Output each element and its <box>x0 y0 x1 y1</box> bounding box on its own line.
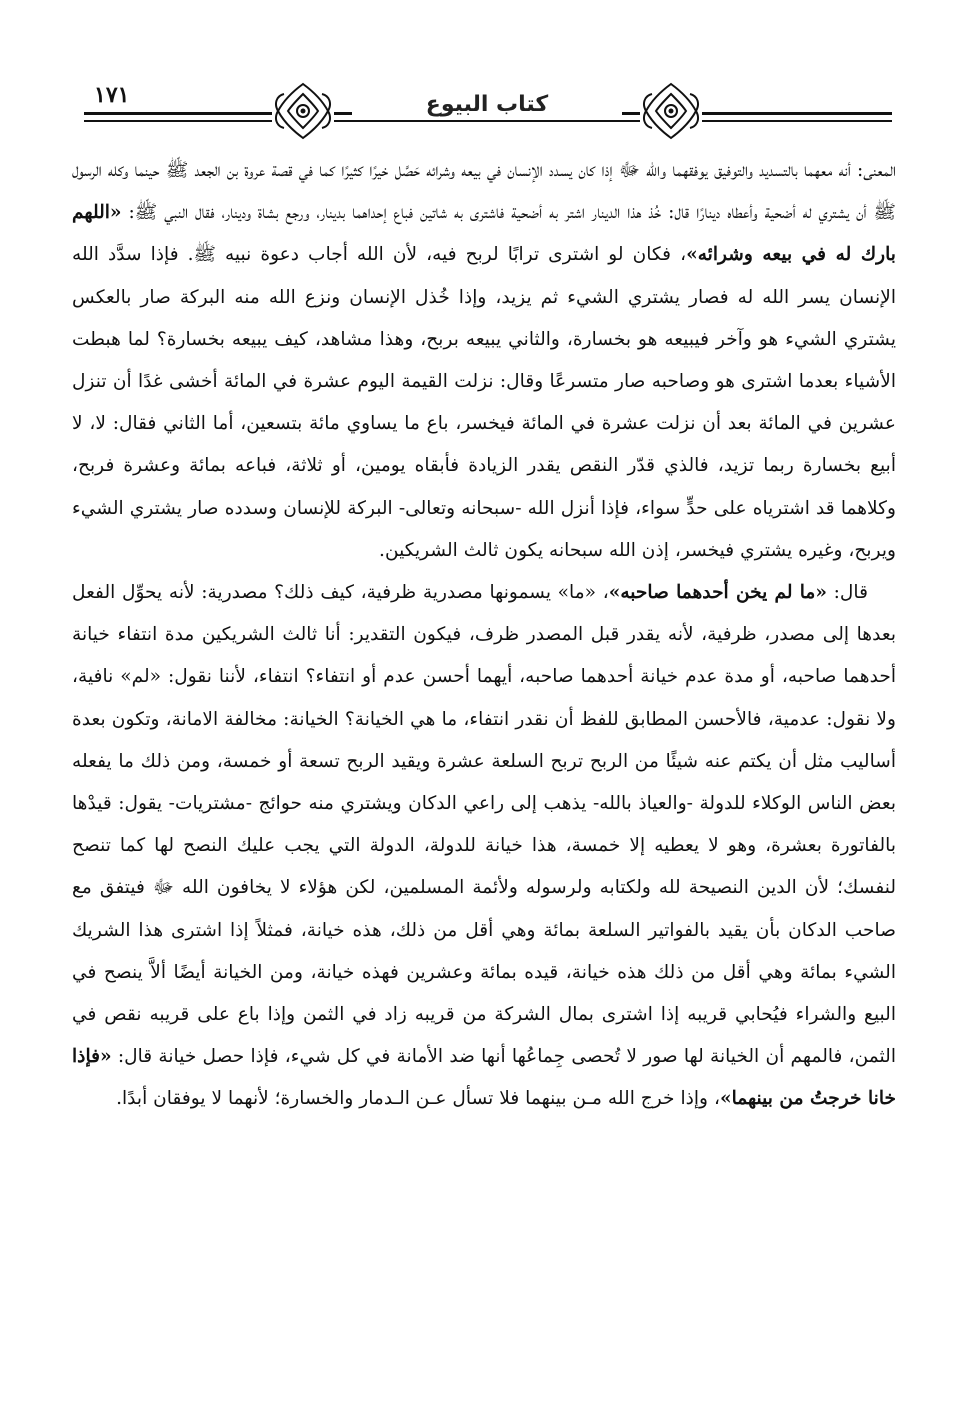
paragraph-1-part-2: ، فكان لو اشترى ترابًا لربح فيه، لأن الله أجاب دعوة نبيه ﷺ. فإذا سدَّد الله الإنسان يسر الله له فصار يشتري الشيء ثم يزيد، وإذا خُذل الإنسان ونزع الله منه البركة صار بالعكس يشتري الشيء هو وآخر فيبيعه هو بخسارة، والثاني يبيعه بربح، وهذا مشاهد، كيف يبيعه بخسارة؟ لما هبطت الأشياء بعدما اشترى هو وصاحبه صار متسرعًا وقال: نزلت القيمة اليوم عشرة في المائة أخشى غدًا أن تنزل عشرين في المائة بعد أن نزلت عشرة في المائة فيخسر، باع ما يساوي مائة بتسعين، أما الثاني فقال: لا، لا أبيع بخسارة ربما تزيد، فالذي قدّر النقص يقدر الزيادة فأبقاه يومين، أو ثلاثة، فباعه بمائة وعشرة فربح، وكلاهما قد اشترياه على حدٍّ سواء، فإذا أنزل الله -سبحانه وتعالى- البركة للإنسان وسدده صار يشتري الشيء ويربح، وغيره يشتري فيخسر، إذن الله سبحانه يكون ثالث الشريكين. <box>72 244 896 561</box>
hadith-quote-leave: «فإذا خانا خرجتُ من بينهما» <box>72 1046 896 1110</box>
running-title: كتاب البيوع <box>352 92 622 117</box>
page-header <box>84 78 892 144</box>
paragraph-2 <box>72 572 896 1121</box>
hadith-quote-blessing: «اللهم بارك له في بيعه وشرائه» <box>72 202 896 266</box>
header-rule-bottom <box>84 120 892 122</box>
paragraph-2-part-3: ، وإذا خرج الله مـن بينهما فلا تسأل عـن الـدمار والخسارة؛ لأنهما لا يوفقان أبدًا. <box>116 1088 720 1110</box>
hadith-quote-betrayal: «ما لم يخن أحدهما صاحبه» <box>608 582 827 604</box>
ornament-right-icon <box>640 78 702 144</box>
paragraph-1 <box>72 150 896 572</box>
paragraph-1-part-1: المعنى: أنه معهما بالتسديد والتوفيق يوفقهما والله ﷻ إذا كان يسدد الإنسان في بيعه وشرائه حَصَّل خيرًا كثيرًا كما في قصة عروة بن الجعد ﷺ حينما وكله الرسول ﷺ أن يشتري له أضحية وأعطاه دينارًا قال: خُذ هذا الدينار اشتر به أضحية فاشترى به شاتين فباع إحداهما بدينار، ورجع بشاة ودينار، فقال النبي ﷺ: <box>72 160 896 224</box>
ornament-left-icon <box>272 78 334 144</box>
body-text <box>72 150 896 1121</box>
page-number: ١٧١ <box>90 82 133 108</box>
paragraph-2-part-2: ، «ما» يسمونها مصدرية ظرفية، كيف ذلك؟ مصدرية: لأنه يحوِّل الفعل بعدها إلى مصدر، ظرفية، لأنه يقدر قبل المصدر ظرف، فيكون التقدير: أنا ثالث الشريكين مدة انتفاء خيانة أحدهما صاحبه، أو مدة عدم خيانة أحدهما صاحبه، أيهما أحسن عدم أو انتفاء؟ انتفاء، لأننا نقول: «لم» نافية، ولا نقول: عدمية، فالأحسن المطابق للفظ أن نقدر انتفاء، ما هي الخيانة؟ الخيانة: مخالفة الامانة، وتكون بعدة أساليب مثل أن يكتم عنه شيئًا من الربح تربح السلعة عشرة ويقيد الربح تسعة أو خمسة، ومن ذلك ما يفعله بعض الناس الوكلاء للدولة -والعياذ بالله- يذهب إلى راعي الدكان ويشتري منه حوائج -مشتريات- يقول: قيدْها بالفاتورة بعشرة، وهو لا يعطيه إلا خمسة، هذا خيانة للدولة، الدولة التي يجب عليك النصح لها كما تنصح لنفسك؛ لأن الدين النصيحة لله ولكتابه ولرسوله ولأئمة المسلمين، لكن هؤلاء لا يخافون الله ﷻ فيتفق مع صاحب الدكان بأن يقيد بالفواتير السلعة بمائة وهي أقل من ذلك، هذه خيانة، فمثلاً إذا اشترى هذا الشريك الشيء بمائة وهي أقل من ذلك هذه خيانة، قيده بمائة وعشرين فهذه خيانة، ومن الخيانة أيضًا ألاَّ ينصح في البيع والشراء فيُحابي قريبه إذا اشترى بمال الشركة من قريبه زاد في الثمن وإذا باع على قريبه نقص في الثمن، فالمهم أن الخيانة لها صور لا تُحصى جِماعُها أنها ضد الأمانة في كل شيء، فإذا حصل خيانة قال: <box>72 582 896 1068</box>
paragraph-2-part-1: قال: <box>827 582 868 604</box>
